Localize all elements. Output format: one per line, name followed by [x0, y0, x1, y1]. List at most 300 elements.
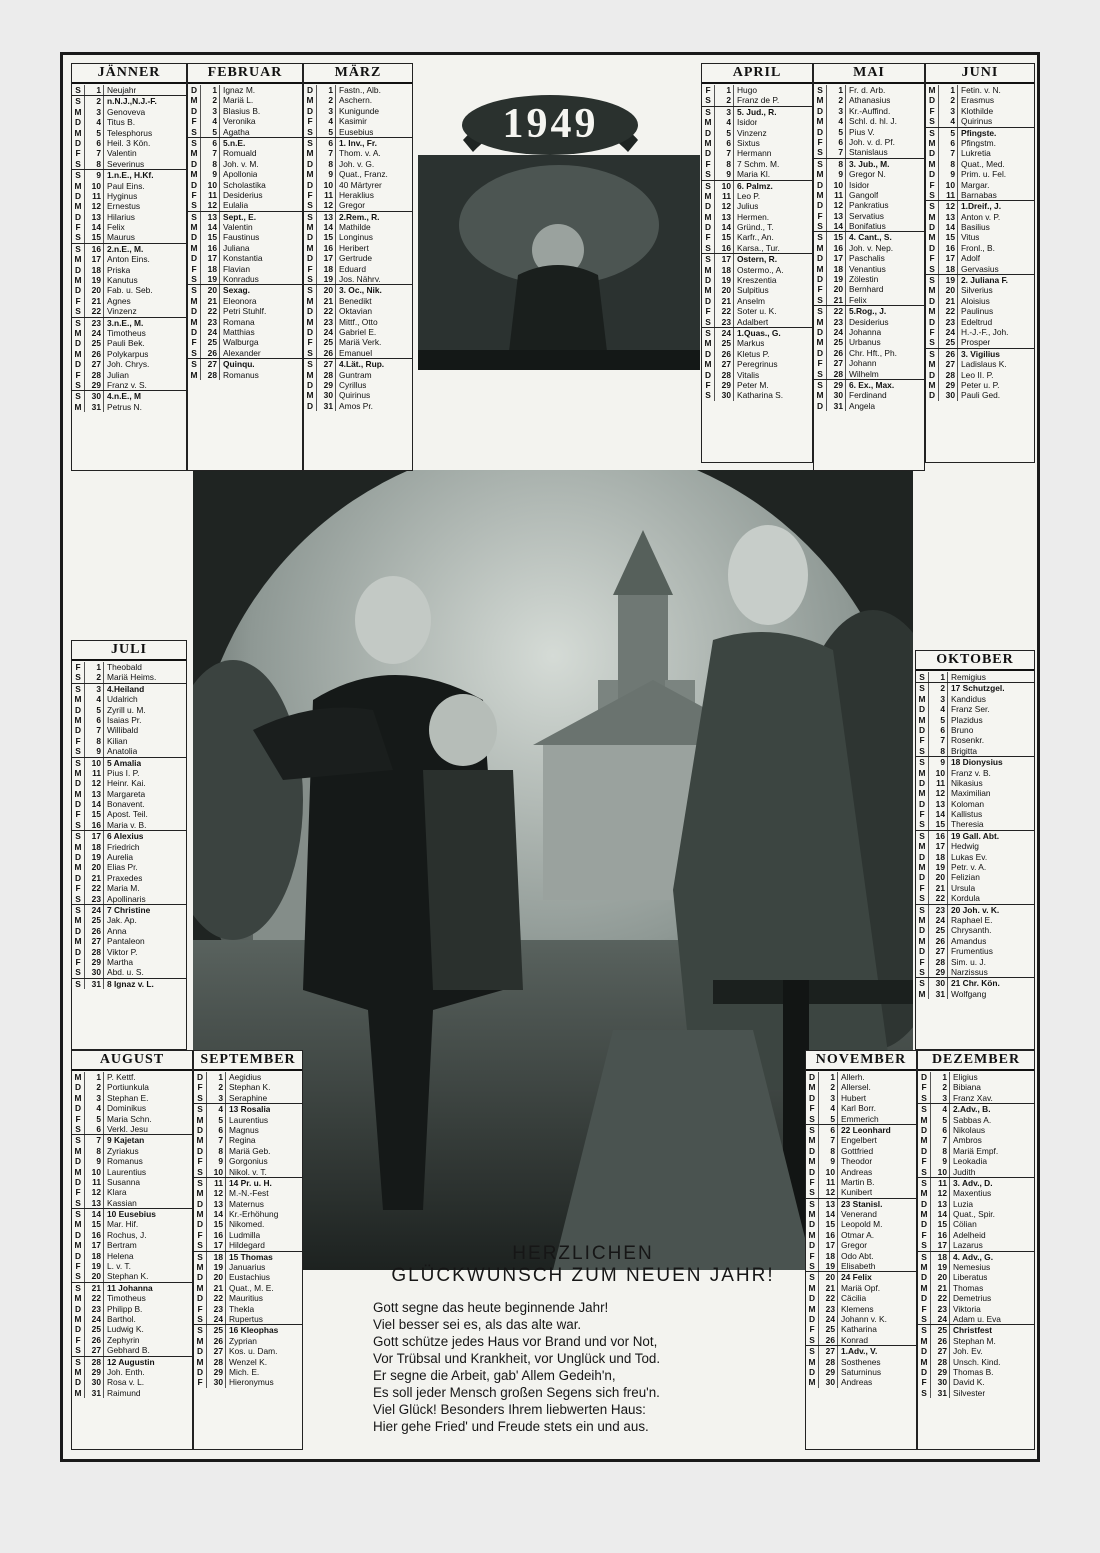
day-row	[806, 1283, 916, 1293]
saint-name: Sept., E.	[223, 211, 257, 222]
weekday-letter: D	[926, 148, 939, 158]
saint-name: Amos Pr.	[339, 400, 373, 411]
day-number: 2	[827, 95, 846, 105]
weekday-letter: M	[72, 1240, 85, 1250]
day-row	[188, 253, 302, 263]
saint-name: Kr.-Erhöhung	[229, 1209, 279, 1220]
day-number: 10	[939, 180, 958, 190]
weekday-letter: S	[916, 746, 929, 756]
day-row	[194, 1304, 302, 1314]
saint-name: Karsa., Tur.	[737, 242, 780, 253]
weekday-letter: M	[806, 1357, 819, 1367]
weekday-letter: M	[814, 190, 827, 200]
day-row	[304, 95, 412, 105]
saint-name: Bernhard	[849, 284, 884, 295]
day-row	[72, 1240, 192, 1250]
day-row	[194, 1199, 302, 1209]
saint-name: Valentin	[223, 222, 253, 233]
weekday-letter: S	[814, 369, 827, 379]
day-number: 18	[931, 1252, 950, 1262]
day-row	[72, 181, 186, 191]
day-number: 30	[85, 1377, 104, 1387]
day-number: 16	[929, 831, 948, 841]
saint-name: Veronika	[223, 116, 256, 127]
weekday-letter: M	[304, 296, 317, 306]
weekday-letter: D	[806, 1167, 819, 1177]
saint-name: Quat., Med.	[961, 158, 1005, 169]
day-row	[72, 1219, 192, 1229]
day-row	[918, 1093, 1034, 1103]
saint-name: Valentin	[107, 148, 137, 159]
saint-name: 15 Thomas	[229, 1251, 273, 1262]
saint-name: Fronl., B.	[961, 242, 995, 253]
month-sep	[193, 1050, 303, 1450]
day-row	[918, 1209, 1034, 1219]
day-number: 23	[939, 317, 958, 327]
day-number: 7	[715, 148, 734, 158]
day-row	[72, 1377, 192, 1387]
day-row	[188, 274, 302, 284]
day-row	[918, 1230, 1034, 1240]
saint-name: Franz de P.	[737, 95, 780, 106]
day-row	[926, 370, 1034, 380]
day-number: 11	[929, 778, 948, 788]
day-row	[702, 296, 812, 306]
saint-name: Lukas Ev.	[951, 851, 988, 862]
day-number: 4	[201, 116, 220, 126]
saint-name: Hilarius	[107, 211, 135, 222]
day-row	[814, 231, 924, 242]
saint-name: Timotheus	[107, 327, 146, 338]
weekday-letter: S	[926, 201, 939, 211]
day-number: 3	[827, 106, 846, 116]
month-title: FEBRUAR	[188, 64, 302, 84]
day-number: 23	[715, 317, 734, 327]
saint-name: Luzia	[953, 1198, 974, 1209]
saint-name: Benedikt	[339, 295, 372, 306]
weekday-letter: F	[806, 1324, 819, 1334]
weekday-letter: M	[702, 338, 715, 348]
saint-name: Bonifatius	[849, 221, 886, 232]
day-number: 13	[715, 212, 734, 222]
weekday-letter: D	[926, 317, 939, 327]
saint-name: Narzissus	[951, 966, 988, 977]
day-row	[702, 253, 812, 264]
day-row	[916, 830, 1034, 841]
day-row	[188, 159, 302, 169]
day-number: 24	[85, 1314, 104, 1324]
day-number: 22	[929, 893, 948, 903]
day-row	[72, 402, 186, 412]
day-row	[916, 746, 1034, 756]
saint-name: Nemesius	[953, 1262, 991, 1273]
weekday-letter: M	[304, 390, 317, 400]
saint-name: Klothilde	[961, 105, 994, 116]
weekday-letter: D	[702, 296, 715, 306]
day-row	[702, 359, 812, 369]
day-row	[194, 1262, 302, 1272]
weekday-letter: D	[194, 1367, 207, 1377]
day-list	[72, 661, 186, 989]
weekday-letter: D	[72, 1177, 85, 1187]
day-number: 8	[317, 159, 336, 169]
saint-name: Felix	[849, 294, 867, 305]
weekday-letter: D	[188, 159, 201, 169]
weekday-letter: F	[188, 190, 201, 200]
weekday-letter: S	[72, 905, 85, 915]
saint-name: 14 Pr. u. H.	[229, 1177, 272, 1188]
saint-name: Hyginus	[107, 190, 138, 201]
day-number: 21	[929, 883, 948, 893]
weekday-letter: M	[72, 349, 85, 359]
day-number: 16	[85, 244, 104, 254]
weekday-letter: F	[72, 1114, 85, 1124]
day-row	[304, 380, 412, 390]
saint-name: Kunibert	[841, 1187, 873, 1198]
day-row	[72, 317, 186, 328]
day-number: 25	[85, 338, 104, 348]
saint-name: Peter M.	[737, 379, 769, 390]
weekday-letter: D	[194, 1219, 207, 1229]
weekday-letter: M	[814, 95, 827, 105]
saint-name: Adelheid	[953, 1229, 986, 1240]
day-row	[806, 1324, 916, 1334]
day-number: 27	[201, 359, 220, 369]
day-row	[188, 370, 302, 380]
day-row	[304, 222, 412, 232]
weekday-letter: S	[304, 212, 317, 222]
day-number: 22	[317, 306, 336, 316]
saint-name: Demetrius	[953, 1293, 992, 1304]
saint-name: Thekla	[229, 1303, 255, 1314]
weekday-letter: S	[72, 684, 85, 694]
day-row	[72, 852, 186, 862]
day-number: 26	[317, 348, 336, 358]
weekday-letter: S	[916, 757, 929, 767]
day-number: 15	[819, 1219, 838, 1229]
weekday-letter: M	[72, 842, 85, 852]
saint-name: Heinr. Kai.	[107, 778, 146, 789]
saint-name: Sulpitius	[737, 285, 769, 296]
weekday-letter: M	[918, 1262, 931, 1272]
weekday-letter: D	[918, 1146, 931, 1156]
day-row	[304, 253, 412, 263]
weekday-letter: M	[194, 1357, 207, 1367]
saint-name: Lazarus	[953, 1240, 983, 1251]
weekday-letter: F	[72, 736, 85, 746]
day-number: 3	[939, 106, 958, 116]
day-number: 26	[715, 349, 734, 359]
saint-name: Leopold M.	[841, 1219, 883, 1230]
saint-name: Athanasius	[849, 95, 891, 106]
saint-name: Klara	[107, 1187, 127, 1198]
day-number: 7	[85, 725, 104, 735]
saint-name: Joh. Ev.	[953, 1346, 983, 1357]
day-row	[72, 936, 186, 946]
saint-name: Pauli Ged.	[961, 390, 1001, 401]
weekday-letter: M	[702, 285, 715, 295]
weekday-letter: F	[194, 1377, 207, 1387]
saint-name: Katharina	[841, 1324, 877, 1335]
day-row	[72, 212, 186, 222]
day-number: 10	[207, 1167, 226, 1177]
day-list	[926, 84, 1034, 401]
day-number: 8	[819, 1146, 838, 1156]
saint-name: 7 Christine	[107, 904, 151, 915]
saint-name: Romana	[223, 316, 255, 327]
day-row	[814, 369, 924, 379]
saint-name: Barthol.	[107, 1313, 136, 1324]
weekday-letter: M	[72, 1093, 85, 1103]
day-row	[72, 1124, 192, 1134]
weekday-letter: D	[702, 128, 715, 138]
saint-name: Kanutus	[107, 275, 138, 286]
weekday-letter: D	[194, 1125, 207, 1135]
weekday-letter: F	[814, 211, 827, 221]
saint-name: Unsch. Kind.	[953, 1356, 1001, 1367]
day-row	[72, 820, 186, 830]
day-row	[304, 358, 412, 369]
day-row	[814, 401, 924, 411]
day-number: 23	[317, 317, 336, 327]
day-row	[194, 1103, 302, 1114]
saint-name: Prim. u. Fel.	[961, 169, 1007, 180]
weekday-letter: S	[926, 190, 939, 200]
day-number: 5	[85, 1114, 104, 1124]
day-number: 18	[715, 265, 734, 275]
saint-name: Stephan M.	[953, 1335, 996, 1346]
day-number: 11	[715, 191, 734, 201]
saint-name: Apollonia	[223, 169, 258, 180]
day-row	[72, 746, 186, 756]
saint-name: Konstantia	[223, 253, 263, 264]
day-number: 26	[827, 348, 846, 358]
day-number: 9	[85, 1156, 104, 1166]
day-row	[304, 200, 412, 210]
saint-name: Pius I. P.	[107, 767, 140, 778]
weekday-letter: M	[806, 1135, 819, 1145]
weekday-letter: D	[806, 1219, 819, 1229]
weekday-letter: M	[304, 169, 317, 179]
day-number: 28	[929, 957, 948, 967]
saint-name: 1. Inv., Fr.	[339, 137, 378, 148]
day-row	[194, 1219, 302, 1229]
day-number: 11	[85, 191, 104, 201]
weekday-letter: F	[72, 883, 85, 893]
day-number: 17	[85, 254, 104, 264]
saint-name: Gabriel E.	[339, 326, 377, 337]
saint-name: Erasmus	[961, 95, 995, 106]
day-row	[926, 116, 1034, 126]
day-number: 29	[317, 380, 336, 390]
saint-name: Agatha	[223, 126, 250, 137]
saint-name: Hildegard	[229, 1240, 265, 1251]
day-row	[916, 735, 1034, 745]
day-number: 28	[85, 947, 104, 957]
saint-name: Hubert	[841, 1092, 867, 1103]
saint-engraving	[418, 155, 700, 370]
day-number: 21	[85, 873, 104, 883]
weekday-letter: M	[916, 915, 929, 925]
day-number: 5	[819, 1114, 838, 1124]
day-row	[916, 841, 1034, 851]
day-row	[918, 1357, 1034, 1367]
day-row	[304, 232, 412, 242]
day-number: 26	[85, 349, 104, 359]
saint-name: Remigius	[951, 672, 986, 682]
weekday-letter: M	[916, 936, 929, 946]
day-number: 1	[201, 85, 220, 95]
day-row	[72, 370, 186, 380]
weekday-letter: S	[72, 170, 85, 180]
day-row	[916, 819, 1034, 829]
day-row	[72, 1282, 192, 1293]
day-row	[916, 672, 1034, 682]
day-row	[926, 148, 1034, 158]
day-row	[926, 306, 1034, 316]
day-row	[918, 1388, 1034, 1398]
weekday-letter: D	[814, 180, 827, 190]
day-row	[916, 977, 1034, 988]
weekday-letter: M	[814, 169, 827, 179]
saint-name: 10 Eusebius	[107, 1209, 156, 1220]
day-number: 20	[85, 1271, 104, 1281]
day-number: 2	[201, 95, 220, 105]
day-row	[72, 201, 186, 211]
day-number: 5	[201, 127, 220, 137]
day-number: 13	[819, 1199, 838, 1209]
weekday-letter: M	[814, 390, 827, 400]
saint-name: Apost. Teil.	[107, 809, 148, 820]
saint-name: Gangolf	[849, 189, 879, 200]
saint-name: Timotheus	[107, 1293, 146, 1304]
weekday-letter: S	[814, 380, 827, 390]
saint-name: Isaias Pr.	[107, 714, 142, 725]
day-row	[806, 1293, 916, 1303]
day-number: 4	[85, 117, 104, 127]
day-number: 30	[317, 390, 336, 400]
day-number: 22	[85, 1293, 104, 1303]
day-list	[918, 1071, 1034, 1398]
day-row	[916, 904, 1034, 915]
weekday-letter: D	[916, 778, 929, 788]
day-number: 27	[929, 946, 948, 956]
day-number: 9	[939, 169, 958, 179]
day-row	[194, 1209, 302, 1219]
day-number: 25	[85, 915, 104, 925]
weekday-letter: S	[304, 138, 317, 148]
saint-name: 40 Märtyrer	[339, 179, 382, 190]
saint-name: H.-J.-F., Joh.	[961, 326, 1009, 337]
day-row	[304, 148, 412, 158]
day-row	[72, 1134, 192, 1145]
day-row	[916, 809, 1034, 819]
saint-name: Desiderius	[849, 316, 889, 327]
saint-name: Susanna	[107, 1176, 141, 1187]
weekday-letter: F	[814, 137, 827, 147]
day-row	[304, 180, 412, 190]
weekday-letter: S	[926, 264, 939, 274]
weekday-letter: M	[194, 1283, 207, 1293]
day-row	[72, 117, 186, 127]
weekday-letter: S	[72, 967, 85, 977]
day-number: 16	[85, 820, 104, 830]
day-row	[72, 148, 186, 158]
weekday-letter: M	[806, 1082, 819, 1092]
weekday-letter: M	[72, 768, 85, 778]
day-number: 2	[85, 672, 104, 682]
day-number: 10	[85, 181, 104, 191]
saint-name: Quat., Franz.	[339, 169, 388, 180]
day-number: 11	[207, 1178, 226, 1188]
weekday-letter: D	[72, 1304, 85, 1314]
day-row	[702, 95, 812, 105]
saint-name: Nikol. v. T.	[229, 1166, 267, 1177]
weekday-letter: M	[188, 169, 201, 179]
day-number: 27	[207, 1346, 226, 1356]
day-number: 11	[85, 1177, 104, 1187]
day-number: 3	[931, 1093, 950, 1103]
day-row	[806, 1261, 916, 1271]
weekday-letter: S	[806, 1346, 819, 1356]
day-number: 18	[929, 852, 948, 862]
saint-name: Plazidus	[951, 714, 983, 725]
day-number: 18	[85, 1251, 104, 1261]
day-row	[916, 893, 1034, 903]
day-row	[806, 1187, 916, 1197]
saint-name: Kletus P.	[737, 348, 770, 359]
day-row	[814, 169, 924, 179]
day-row	[194, 1346, 302, 1356]
day-row	[916, 852, 1034, 862]
day-number: 18	[827, 264, 846, 274]
day-row	[702, 180, 812, 191]
saint-name: Longinus	[339, 232, 373, 243]
day-number: 12	[207, 1188, 226, 1198]
saint-name: Margareta	[107, 788, 146, 799]
day-number: 28	[939, 370, 958, 380]
saint-name: Zyrill u. M.	[107, 704, 146, 715]
saint-name: Cäcilia	[841, 1293, 867, 1304]
day-row	[814, 85, 924, 95]
day-row	[72, 159, 186, 169]
day-number: 5	[715, 128, 734, 138]
saint-name: Emanuel	[339, 347, 373, 358]
day-number: 27	[939, 359, 958, 369]
day-number: 24	[85, 905, 104, 915]
day-row	[926, 274, 1034, 285]
day-row	[72, 1335, 192, 1345]
month-oct	[915, 650, 1035, 1050]
day-number: 22	[939, 306, 958, 316]
month-jan	[71, 63, 187, 471]
saint-name: Genoveva	[107, 106, 146, 117]
day-row	[188, 337, 302, 347]
saint-name: Vitalis	[737, 369, 760, 380]
day-number: 29	[207, 1367, 226, 1377]
day-number: 16	[931, 1230, 950, 1240]
day-number: 28	[85, 370, 104, 380]
day-number: 14	[201, 222, 220, 232]
day-row	[72, 1072, 192, 1082]
saint-name: Polykarpus	[107, 348, 149, 359]
weekday-letter: D	[806, 1072, 819, 1082]
day-number: 28	[827, 369, 846, 379]
day-row	[806, 1357, 916, 1367]
day-row	[72, 1367, 192, 1377]
day-number: 10	[931, 1167, 950, 1177]
saint-name: Joh. v. Nep.	[849, 242, 894, 253]
